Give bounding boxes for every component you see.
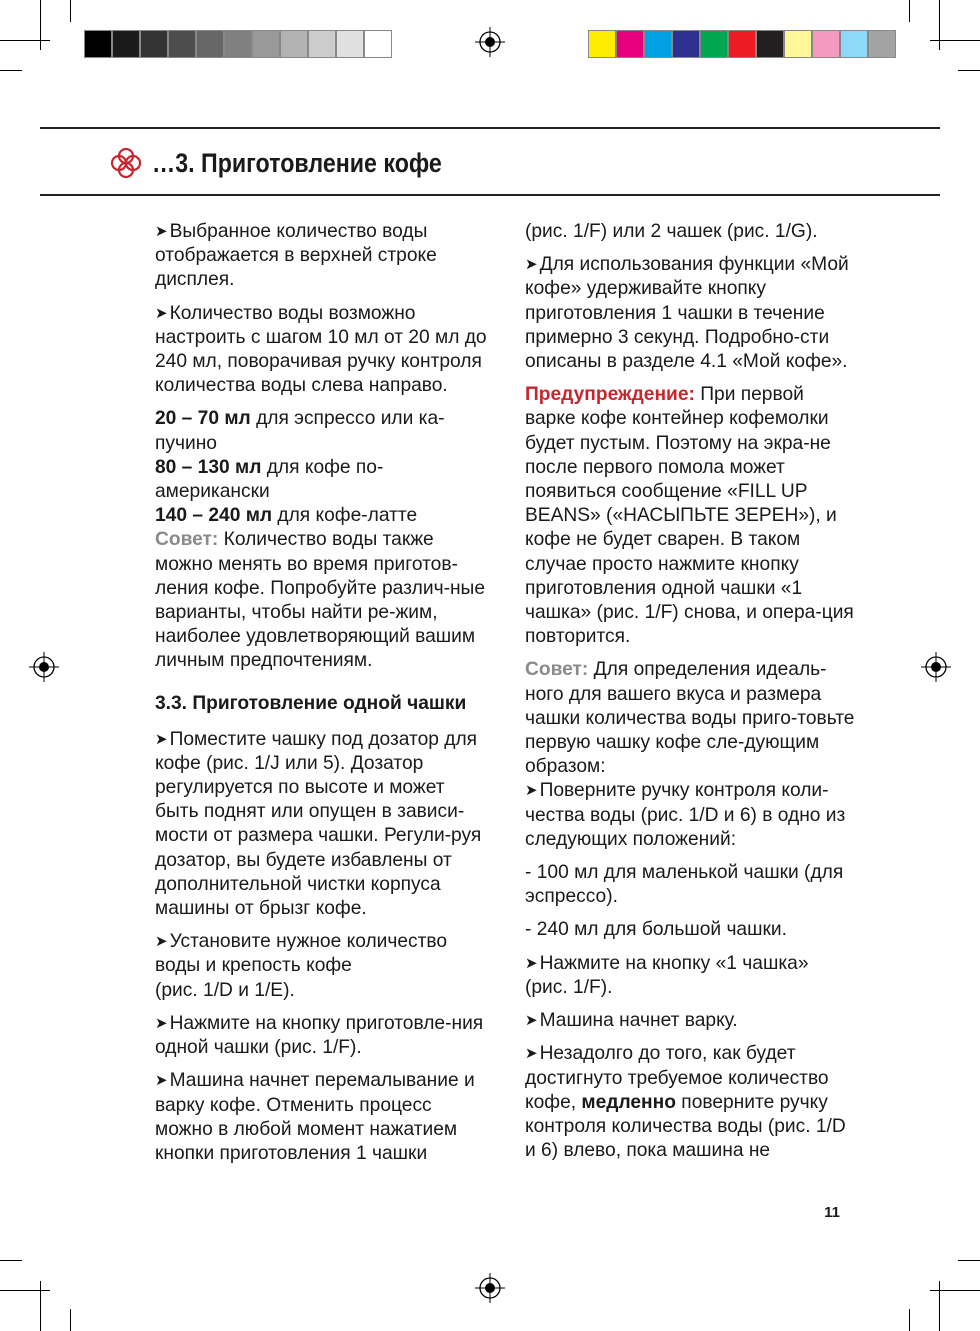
arrow-bullet-icon: ➤ [155, 933, 168, 951]
left-column [155, 220, 487, 1175]
calibration-swatch [252, 30, 280, 58]
page-title: …3. Приготовление кофе [152, 148, 442, 178]
registration-mark-icon [475, 1273, 505, 1303]
volume-latte: 140 – 240 мл для кофе-латте [155, 505, 418, 527]
arrow-bullet-icon: ➤ [525, 782, 538, 800]
calibration-swatch [616, 30, 644, 58]
calibration-swatch [196, 30, 224, 58]
calibration-swatch [812, 30, 840, 58]
paragraph: ➤ Нажмите на кнопку «1 чашка» (рис. 1/F). [525, 952, 809, 998]
paragraph: ➤ Количество воды возможно настроить с шагом 10 мл от 20 мл до 240 мл, поворачивая ручку контроля количества воды слева направо. [155, 302, 487, 397]
calibration-swatch [868, 30, 896, 58]
warning-note: Предупреждение: При первой варке кофе контейнер кофемолки будет пустым. Поэтому на экра-не после первого помола может появиться сообщение «FILL UP BEANS» («НАСЫПЬТЕ ЗЕРЕН»), и кофе не будет сварен. В таком случае просто нажмите кнопку приготовления одной чашки «1 чашка» (рис. 1/F) снова, и опера-ция повторится. [525, 384, 854, 648]
right-column [525, 220, 855, 1172]
calibration-swatch [700, 30, 728, 58]
paragraph: ➤ Поместите чашку под дозатор для кофе (рис. 1/J или 5). Дозатор регулируется по высоте и может быть поднят или опущен в зависи-мости от размера чашки. Регули-руя дозатор, вы будете избавлены от дополнительной чистки корпуса машины от брызг кофе. [155, 728, 482, 920]
paragraph: (рис. 1/F) или 2 чашек (рис. 1/G). [525, 221, 818, 242]
calibration-swatch [280, 30, 308, 58]
paragraph: ➤ Поверните ручку контроля коли-чества воды (рис. 1/D и 6) в одно из следующих положений: [525, 780, 846, 850]
page-number: 11 [824, 1204, 840, 1221]
paragraph: ➤ Установите нужное количество воды и крепость кофе (рис. 1/D и 1/E). [155, 931, 448, 1001]
paragraph: ➤ Машина начнет варку. [525, 1010, 738, 1032]
dash-item: - 240 мл для большой чашки. [525, 919, 787, 941]
calibration-swatch [588, 30, 616, 58]
calibration-swatch [672, 30, 700, 58]
arrow-bullet-icon: ➤ [525, 1045, 538, 1063]
arrow-bullet-icon: ➤ [155, 1014, 168, 1032]
calibration-swatch [308, 30, 336, 58]
registration-mark-icon [921, 652, 951, 682]
calibration-swatch [336, 30, 364, 58]
registration-mark-icon [29, 652, 59, 682]
brand-flower-icon [108, 145, 144, 181]
registration-mark-icon [475, 27, 505, 57]
calibration-swatch [840, 30, 868, 58]
arrow-bullet-icon: ➤ [155, 223, 168, 240]
arrow-bullet-icon: ➤ [155, 304, 168, 322]
calibration-swatch [140, 30, 168, 58]
tip-note: Совет: Количество воды также можно менять во время приготов-ления кофе. Попробуйте различ-ные варианты, чтобы найти ре-жим, наиболее удовлетворяющий вашим личным предпочтениям. [155, 529, 486, 672]
header-top-rule [40, 127, 940, 129]
paragraph: ➤ Машина начнет перемалывание и варку кофе. Отменить процесс можно в любой момент нажатием кнопки приготовления 1 чашки [155, 1070, 475, 1164]
subsection-heading: 3.3. Приготовление одной чашки [155, 692, 467, 714]
calibration-swatch [112, 30, 140, 58]
arrow-bullet-icon: ➤ [525, 1012, 538, 1030]
dash-item: - 100 мл для маленькой чашки (для эспрессо). [525, 862, 844, 908]
arrow-bullet-icon: ➤ [155, 1072, 168, 1090]
arrow-bullet-icon: ➤ [525, 954, 538, 972]
volume-espresso: 20 – 70 мл для эспрессо или ка-пучино [155, 408, 445, 454]
paragraph: ➤ Незадолго до того, как будет достигнуто требуемое количество кофе, медленно поверните ручку контроля количества воды (рис. 1/D и 6) влево, пока машина не [525, 1043, 846, 1162]
calibration-swatch [728, 30, 756, 58]
volume-americano: 80 – 130 мл для кофе по-американски [155, 456, 384, 503]
paragraph: ➤ Нажмите на кнопку приготовле-ния одной чашки (рис. 1/F). [155, 1012, 484, 1059]
arrow-bullet-icon: ➤ [525, 256, 538, 274]
paragraph: ➤ Выбранное количество воды отображается в верхней строке дисплея. [155, 221, 437, 291]
header-bottom-rule [40, 194, 940, 196]
calibration-swatch [756, 30, 784, 58]
calibration-swatch [168, 30, 196, 58]
arrow-bullet-icon: ➤ [155, 730, 168, 748]
calibration-swatch [84, 30, 112, 58]
calibration-swatch [364, 30, 392, 58]
tip-note: Совет: Для определения идеаль-ного для вашего вкуса и размера чашки количества воды приго-товьте первую чашку кофе сле-дующим образом: [525, 659, 855, 778]
paragraph: ➤ Для использования функции «Мой кофе» удерживайте кнопку приготовления 1 чашки в течение примерно 3 секунд. Подробно-сти описаны в разделе 4.1 «Мой кофе». [525, 254, 849, 373]
calibration-swatch [784, 30, 812, 58]
calibration-swatch [224, 30, 252, 58]
calibration-swatch [644, 30, 672, 58]
